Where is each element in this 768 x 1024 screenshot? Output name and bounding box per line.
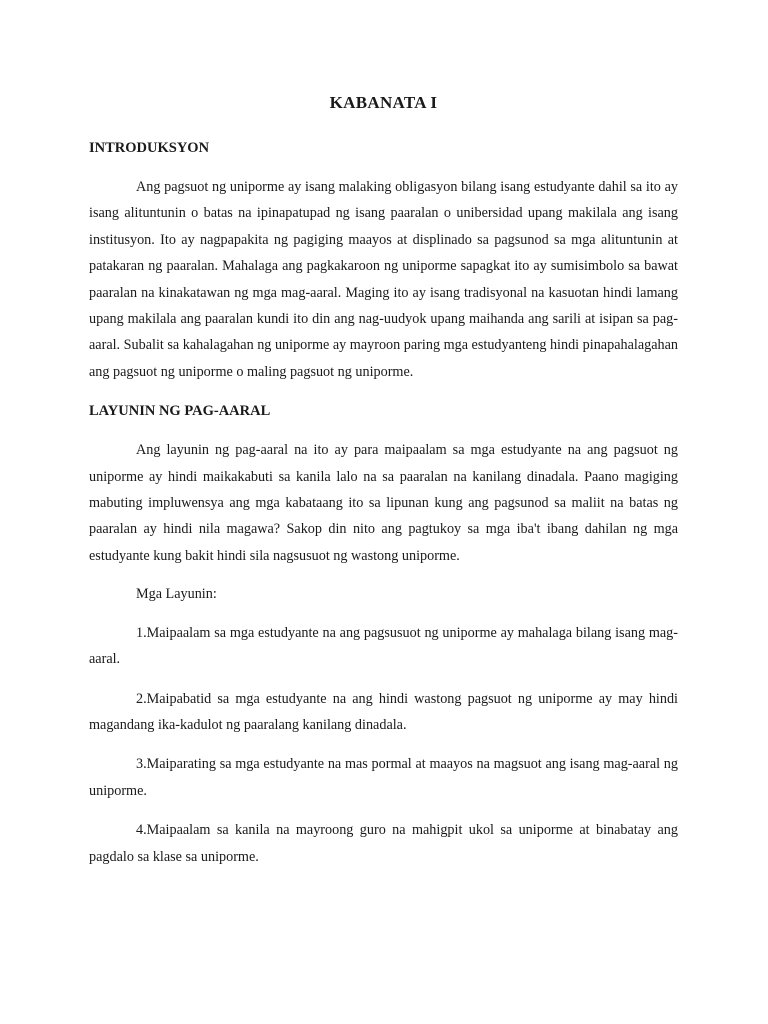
objectives-heading: LAYUNIN NG PAG-AARAL	[89, 403, 271, 420]
document-page	[89, 90, 678, 883]
objective-item-3: 3.Maiparating sa mga estudyante na mas pormal at maayos na magsuot ang isang mag-aaral ng uniporme.	[89, 756, 678, 799]
introduction-paragraph: Ang pagsuot ng uniporme ay isang malaking obligasyon bilang isang estudyante dahil sa ito ay isang alituntunin o batas na ipinapatupad ng isang paaralan o unibersidad upang makilala ang isang institusyon. Ito ay nagpapakita ng pagiging maayos at displinado sa pagsunod sa mga alituntunin at patakaran ng paaralan. Mahalaga ang pagkakaroon ng uniporme sapagkat ito ay sumisimbolo sa bawat paaralan na kinakatawan ng mga mag-aaral. Maging ito ay isang tradisyonal na kasuotan hindi lamang upang makilala ang paaralan kundi ito din ang nag-uudyok upang maihanda ang sarili at isipan sa pag-aaral. Subalit sa kahalagahan ng uniporme ay mayroon paring mga estudyanteng hindi pinapahalagahan ang pagsuot ng uniporme o maling pagsuot ng uniporme.	[89, 179, 678, 380]
objective-item-4: 4.Maipaalam sa kanila na mayroong guro na mahigpit ukol sa uniporme at binabatay ang pagdalo sa klase sa uniporme.	[89, 822, 678, 865]
objective-item-1: 1.Maipaalam sa mga estudyante na ang pagsusuot ng uniporme ay mahalaga bilang isang mag-aaral.	[89, 624, 678, 668]
chapter-title: KABANATA I	[329, 93, 438, 112]
objectives-list-label: Mga Layunin:	[136, 586, 217, 603]
objective-item-2: 2.Maipabatid sa mga estudyante na ang hindi wastong pagsuot ng uniporme ay may hindi magandang ika-kadulot ng paaralang kanilang dinadala.	[89, 690, 678, 733]
objectives-paragraph: Ang layunin ng pag-aaral na ito ay para maipaalam sa mga estudyante na ang pagsuot ng uniporme ay hindi maikakabuti sa kanila lalo na sa paaralan na kanilang dinadala. Paano magiging mabuting impluwensya ang mga kabataang ito sa lipunan kung ang pagsunod sa maliit na batas ng paaralan ay hindi nila magawa? Sakop din nito ang pagtukoy sa mga iba't ibang dahilan ng mga estudyante kung bakit hindi sila nagsusuot ng wastong uniporme.	[89, 442, 678, 564]
introduction-heading: INTRODUKSYON	[89, 140, 210, 156]
objectives-list	[89, 620, 678, 870]
